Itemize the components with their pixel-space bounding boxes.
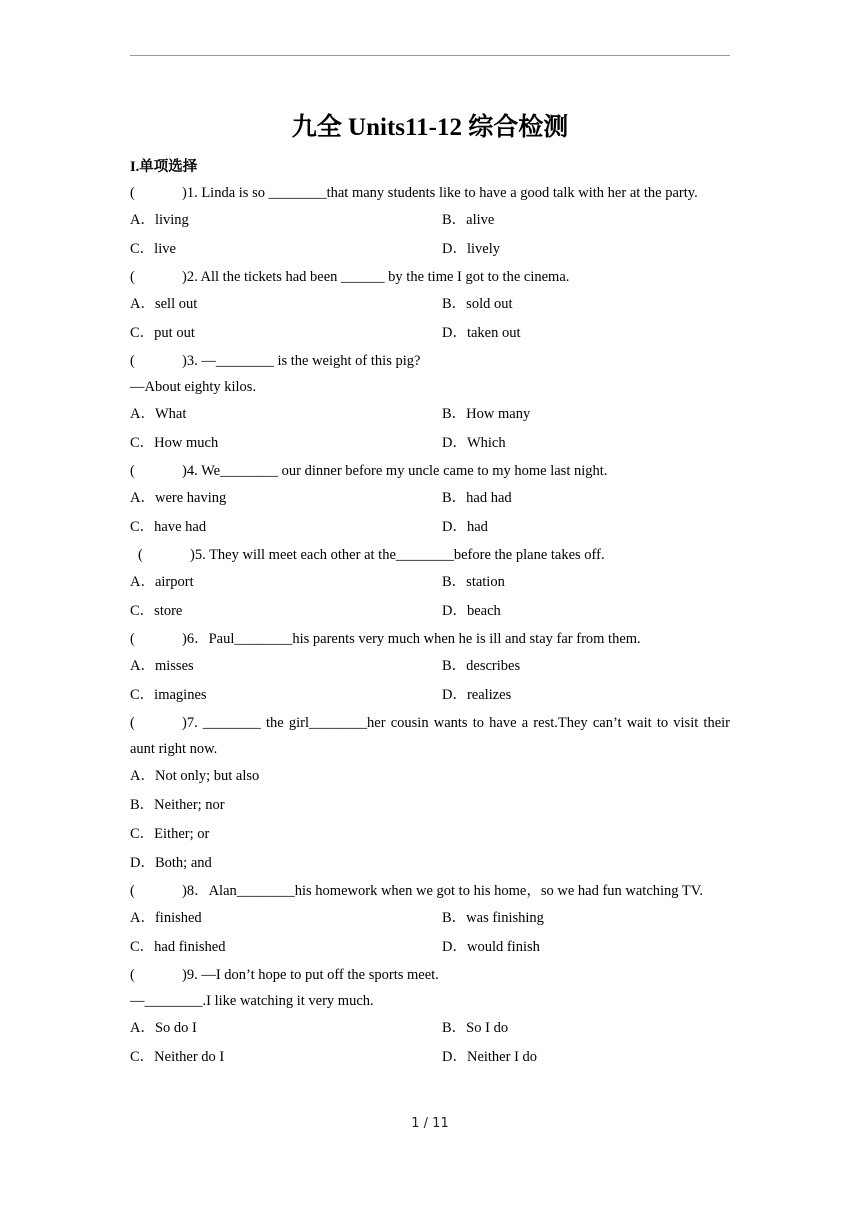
answer-blank: ( — [130, 463, 135, 479]
option-c: C．How much — [130, 435, 219, 451]
answer-blank: ( — [138, 547, 143, 563]
answer-blank: ( — [130, 269, 135, 285]
option-a: A．So do I — [130, 1020, 197, 1036]
option-b: B．describes — [442, 658, 521, 674]
option-row — [130, 319, 730, 348]
option-d: D．Neither I do — [442, 1049, 538, 1065]
question-1 — [130, 180, 730, 206]
answer-blank: ( — [130, 883, 135, 899]
option-b: B．had had — [442, 490, 512, 506]
question-2 — [130, 264, 730, 290]
option-row — [130, 429, 730, 458]
section-heading: I.单项选择 — [130, 159, 198, 175]
option-d: D．lively — [442, 241, 500, 257]
question-text: )2. All the tickets had been ______ by the time I got to the cinema. — [182, 269, 570, 285]
document-title: 九全 Units11-12 综合检测 — [291, 114, 569, 141]
question-text: )8．Alan________his homework when we got to his home，so we had fun watching TV. — [182, 883, 703, 899]
question-5 — [130, 542, 730, 568]
option-c: C．have had — [130, 519, 207, 535]
option-d: D．beach — [442, 603, 501, 619]
option-c: C．Either; or — [130, 826, 210, 842]
option-d: D．Which — [442, 435, 506, 451]
question-text: )1. Linda is so ________that many students like to have a good talk with her at the party. — [182, 185, 698, 201]
option-d: D．taken out — [442, 325, 521, 341]
option-a: A．What — [130, 406, 187, 422]
option-a: A．misses — [130, 658, 194, 674]
question-9-reply: —________.I like watching it very much. — [130, 993, 374, 1009]
answer-blank: ( — [130, 967, 135, 983]
option-c: C．live — [130, 241, 176, 257]
option-row — [130, 791, 730, 820]
option-row — [130, 235, 730, 264]
answer-blank: ( — [130, 353, 135, 369]
option-row — [130, 933, 730, 962]
option-d: D．Both; and — [130, 855, 212, 871]
option-row — [130, 568, 730, 597]
question-text: )3. —________ is the weight of this pig? — [182, 353, 421, 369]
document-body — [130, 154, 730, 1072]
option-row — [130, 1014, 730, 1043]
option-row — [130, 400, 730, 429]
question-7 — [130, 710, 730, 762]
option-a: A．living — [130, 212, 189, 228]
option-row — [130, 290, 730, 319]
question-9 — [130, 962, 730, 988]
answer-blank: ( — [130, 185, 135, 201]
option-row — [130, 597, 730, 626]
question-8 — [130, 878, 730, 904]
option-row — [130, 904, 730, 933]
question-text: )4. We________ our dinner before my uncle came to my home last night. — [182, 463, 608, 479]
option-b: B．So I do — [442, 1020, 509, 1036]
option-b: B．Neither; nor — [130, 797, 225, 813]
option-d: D．would finish — [442, 939, 540, 955]
option-c: C．Neither do I — [130, 1049, 225, 1065]
question-text: )5. They will meet each other at the________before the plane takes off. — [190, 547, 605, 563]
option-c: C．store — [130, 603, 183, 619]
option-b: B．station — [442, 574, 505, 590]
option-row — [130, 484, 730, 513]
question-text: )9. —I don’t hope to put off the sports meet. — [182, 967, 439, 983]
option-a: A．sell out — [130, 296, 198, 312]
option-d: D．realizes — [442, 687, 512, 703]
option-a: A．Not only; but also — [130, 768, 260, 784]
option-row — [130, 652, 730, 681]
question-text: )6．Paul________his parents very much when he is ill and stay far from them. — [182, 631, 641, 647]
option-b: B．How many — [442, 406, 531, 422]
page-number: 1 / 11 — [411, 1116, 449, 1131]
option-a: A．finished — [130, 910, 202, 926]
question-3-reply: —About eighty kilos. — [130, 379, 257, 395]
option-row — [130, 820, 730, 849]
header-rule — [130, 55, 730, 56]
option-a: A．were having — [130, 490, 227, 506]
option-d: D．had — [442, 519, 488, 535]
option-row — [130, 762, 730, 791]
option-row — [130, 849, 730, 878]
option-row — [130, 681, 730, 710]
question-3 — [130, 348, 730, 374]
option-c: C．had finished — [130, 939, 226, 955]
answer-blank: ( — [130, 715, 135, 731]
question-6 — [130, 626, 730, 652]
option-b: B．alive — [442, 212, 495, 228]
option-row — [130, 513, 730, 542]
option-row — [130, 206, 730, 235]
option-c: C．put out — [130, 325, 195, 341]
question-text: )7. ________ the girl________her cousin wants to have a rest.They can’t wait to visit their aunt right now. — [130, 715, 730, 757]
option-b: B．sold out — [442, 296, 513, 312]
question-4 — [130, 458, 730, 484]
option-a: A．airport — [130, 574, 194, 590]
option-b: B．was finishing — [442, 910, 544, 926]
option-row — [130, 1043, 730, 1072]
answer-blank: ( — [130, 631, 135, 647]
option-c: C．imagines — [130, 687, 207, 703]
